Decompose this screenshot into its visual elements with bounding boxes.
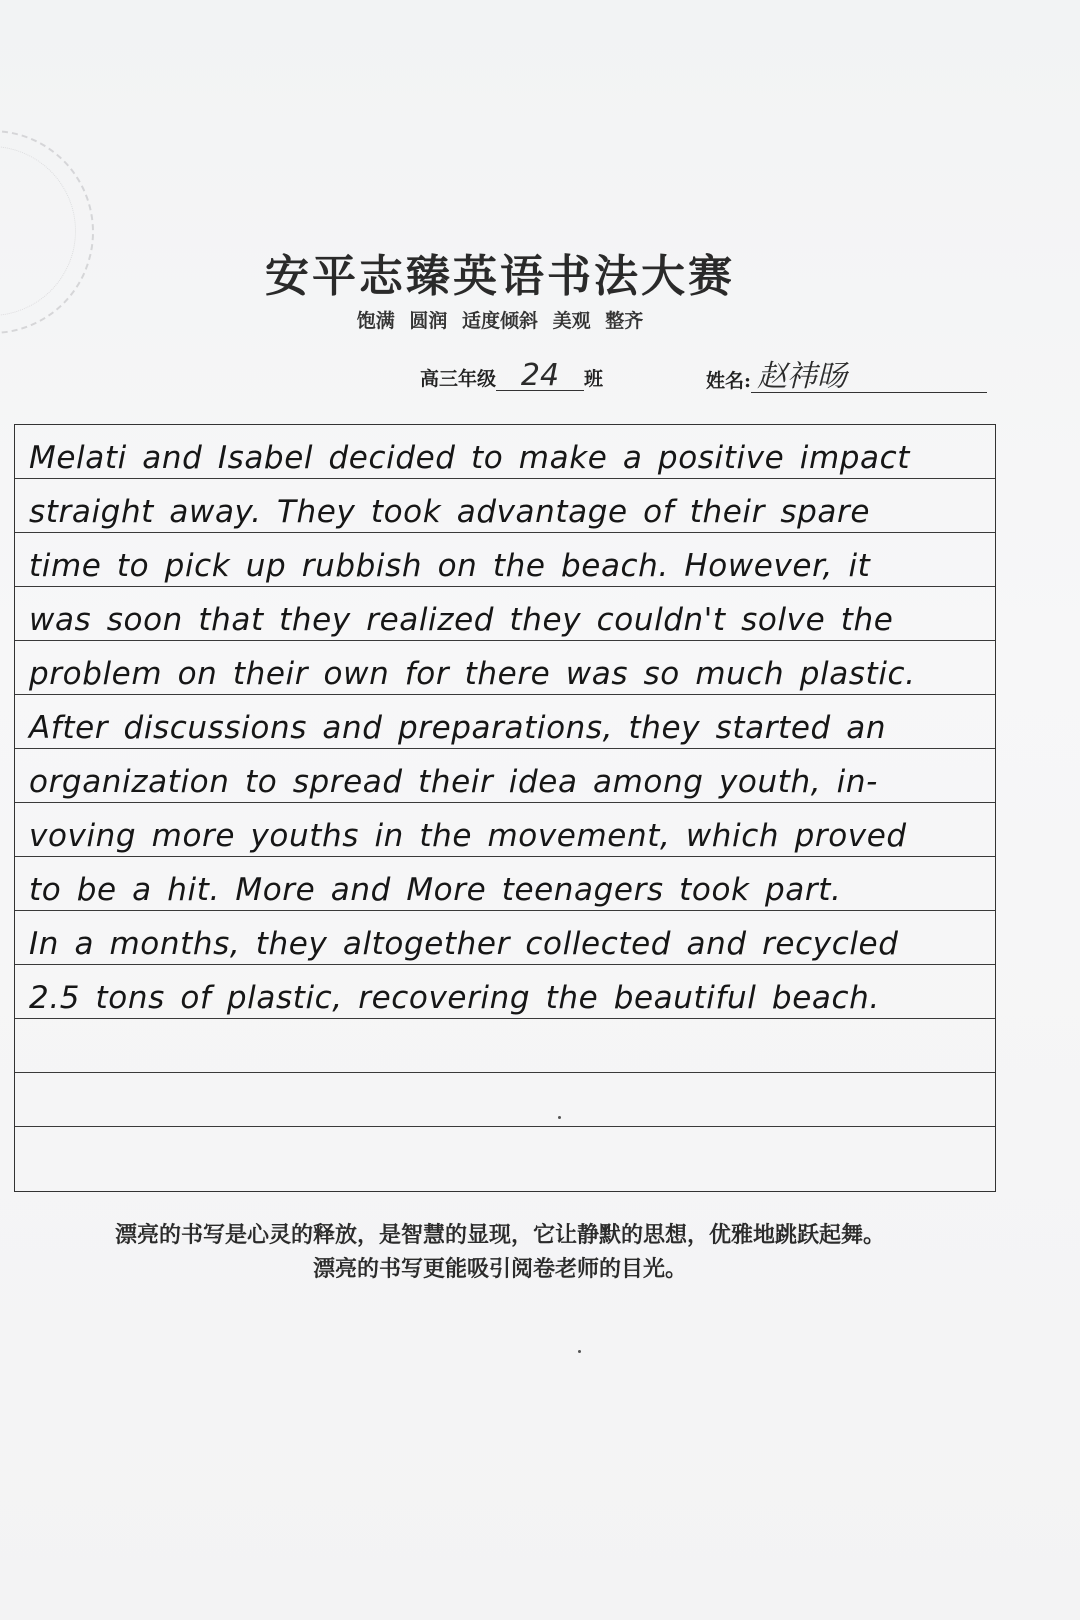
essay-line: voving more youths in the movement, which proved (29, 818, 907, 854)
essay-line: to be a hit. More and More teenagers took part. (29, 872, 842, 908)
writing-line (15, 533, 995, 587)
essay-line: time to pick up rubbish on the beach. However, it (29, 548, 871, 584)
class-field (420, 358, 604, 393)
essay-line: After discussions and preparations, they started an (29, 710, 887, 746)
writing-lines-box (14, 424, 996, 1192)
essay-line: Melati and Isabel decided to make a positive impact (29, 440, 911, 476)
student-name: 赵祎旸 (751, 362, 987, 393)
contest-title: 安平志臻英语书法大赛 (265, 251, 735, 302)
name-label: 姓名: (706, 370, 752, 392)
writing-line (15, 803, 995, 857)
footer-motto: 漂亮的书写是心灵的释放，是智慧的显现，它让静默的思想，优雅地跳跃起舞。 (114, 1222, 885, 1248)
writing-line (15, 425, 995, 479)
writing-line (15, 1127, 995, 1190)
writing-line (15, 911, 995, 965)
class-suffix: 班 (584, 368, 604, 390)
writing-line (15, 965, 995, 1019)
name-field (706, 359, 987, 394)
writing-line (15, 749, 995, 803)
class-number: 24 (496, 362, 584, 391)
writing-line (15, 479, 995, 533)
essay-line: In a months, they altogether collected and recycled (29, 926, 899, 962)
writing-line (15, 1019, 995, 1073)
essay-line: straight away. They took advantage of their spare (29, 494, 871, 530)
essay-line: problem on their own for there was so much plastic. (29, 656, 916, 692)
grade-label: 高三年级 (420, 368, 497, 390)
writing-criteria: 饱满 圆润 适度倾斜 美观 整齐 (356, 310, 644, 332)
writing-line (15, 641, 995, 695)
writing-line (15, 695, 995, 749)
essay-line: 2.5 tons of plastic, recovering the beautiful beach. (29, 980, 880, 1016)
writing-line (15, 1073, 995, 1127)
paper-speck (558, 1116, 561, 1119)
essay-line: organization to spread their idea among youth, in- (29, 764, 878, 800)
writing-line (15, 587, 995, 641)
essay-line: was soon that they realized they couldn't solve the (29, 602, 894, 638)
paper-speck (578, 1350, 581, 1353)
writing-line (15, 857, 995, 911)
footer-motto-second: 漂亮的书写更能吸引阅卷老师的目光。 (312, 1256, 687, 1282)
